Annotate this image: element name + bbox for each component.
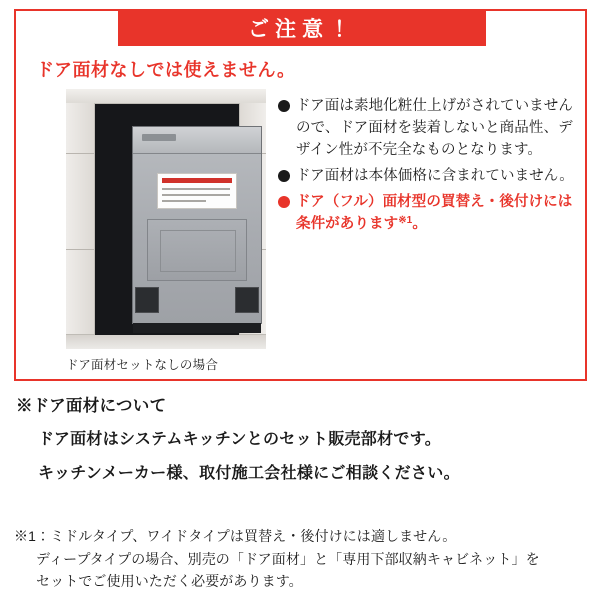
caution-title: ドア面材なしでは使えません。: [36, 60, 296, 80]
bullet-dot-icon: [278, 100, 290, 112]
list-item: [278, 95, 583, 161]
list-item: [278, 165, 583, 187]
footnote-line-1: ※1：ミドルタイプ、ワイドタイプは買替え・後付けには適しません。: [14, 528, 457, 544]
unit-hinge-right: [235, 287, 259, 313]
footnote-block: [14, 525, 592, 593]
unit-front-recess: [147, 219, 247, 281]
caution-box: [14, 9, 587, 381]
cabinet-seam-line: [66, 249, 94, 250]
bullet-dot-icon: [278, 196, 290, 208]
dishwasher-unit: [132, 126, 262, 324]
bullet-dot-icon: [278, 170, 290, 182]
cabinet-left-panel: [66, 103, 95, 335]
cabinet-opening: [95, 104, 239, 335]
warning-label-line: [162, 194, 230, 196]
unit-top-bar: [133, 127, 261, 154]
notes-heading: ※ドア面材について: [16, 397, 167, 415]
product-photo-wrap: [66, 89, 266, 372]
cabinet-top-band: [66, 89, 266, 104]
cabinet-seam-line: [66, 153, 94, 154]
footnote-line-2: ディープタイプの場合、別売の「ドア面材」と「専用下部収納キャビネット」を: [36, 550, 540, 567]
warning-label-line: [162, 200, 206, 202]
list-item-text: ドア面材は本体価格に含まれていません。: [296, 168, 574, 185]
unit-hinge-left: [135, 287, 159, 313]
product-photo: [66, 89, 266, 349]
list-item-text: ドア（フル）面材型の買替え・後付けには条件があります: [296, 194, 573, 233]
unit-front-recess-inner: [160, 230, 236, 272]
warning-label-red-band: [162, 178, 232, 183]
cabinet-bottom-band: [66, 334, 266, 349]
footnote-marker: ※1: [398, 215, 413, 227]
photo-caption: ドア面材セットなしの場合: [66, 358, 219, 372]
door-panel-notes: [16, 392, 591, 494]
warning-label: [157, 173, 237, 209]
notes-line-2: キッチンメーカー様、取付施工会社様にご相談ください。: [38, 465, 460, 482]
footnote-line-3: セットでご使用いただく必要があります。: [36, 573, 303, 590]
unit-logo: [142, 134, 176, 141]
caution-bullet-list: [278, 95, 583, 239]
list-item: [278, 191, 583, 235]
list-item-text-tail: 。: [412, 216, 427, 233]
notes-line-1: ドア面材はシステムキッチンとのセット販売部材です。: [38, 431, 442, 448]
unit-base-shadow: [133, 323, 261, 333]
warning-label-line: [162, 188, 230, 190]
list-item-text: ドア面は素地化粧仕上げがされていませんので、ドア面材を装着しないと商品性、デザイン性が不完全なものとなります。: [296, 98, 573, 159]
caution-header: ご注意！: [118, 10, 486, 46]
